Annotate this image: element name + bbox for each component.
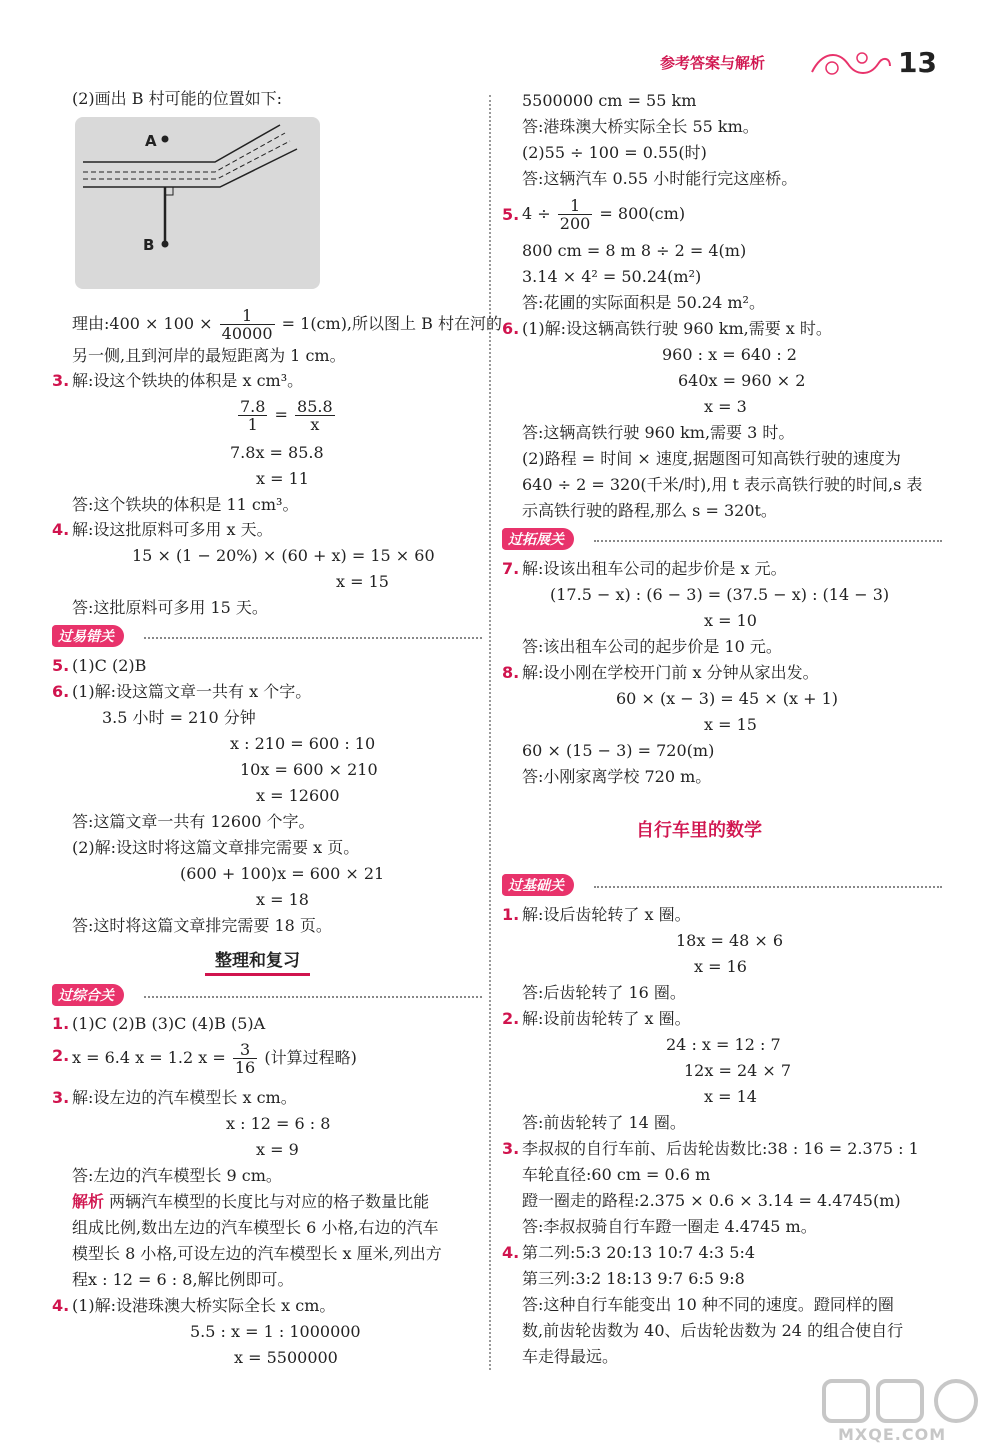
page-header [660, 46, 980, 86]
text-line: x = 14 [704, 1087, 757, 1106]
equation-line: 4 ÷ $\frac{1}{200}$ = 800(cm) [522, 196, 686, 233]
answer-line: x = 6.4 x = 1.2 x = $\frac{3}{16}$ (计算过程略) [72, 1040, 357, 1077]
section-title: 整理和复习 [205, 946, 310, 976]
text-line: (17.5 − x) : (6 − 3) = (37.5 − x) : (14 − 3) [550, 585, 890, 604]
question-number: 4. [52, 520, 70, 539]
text-line: x = 15 [336, 572, 389, 591]
text-line: 解:设小刚在学校开门前 x 分钟从家出发。 [522, 663, 819, 682]
text-line: 10x = 600 × 210 [240, 760, 378, 779]
text-line: 模型长 8 小格,可设左边的汽车模型长 x 厘米,列出方 [72, 1244, 442, 1263]
text-line: (2)解:设这时将这篇文章排完需要 x 页。 [72, 838, 360, 857]
text-line: 960 : x = 640 : 2 [662, 345, 797, 364]
text-line: 答:该出租车公司的起步价是 10 元。 [522, 637, 782, 656]
text-line: 第三列:3:2 18:13 9:7 6:5 9:8 [522, 1269, 745, 1288]
question-number: 4. [502, 1243, 520, 1262]
text-line: 640 ÷ 2 = 320(千米/时),用 t 表示高铁行驶的时间,s 表 [522, 475, 923, 494]
question-number: 1. [52, 1014, 70, 1033]
watermark-logo-icon [818, 1375, 988, 1425]
text-line: 640x = 960 × 2 [678, 371, 806, 390]
question-number: 8. [502, 663, 520, 682]
text-line: 解:设这批原料可多用 x 天。 [72, 520, 273, 539]
text-line: x = 10 [704, 611, 757, 630]
text-line: 答:后齿轮转了 16 圈。 [522, 983, 686, 1002]
text-line: (1)C (2)B (3)C (4)B (5)A [72, 1014, 266, 1033]
text-line: 答:港珠澳大桥实际全长 55 km。 [522, 117, 759, 136]
reason-line: 理由:400 × 100 × $\frac{1}{40000}$ = 1(cm),所以图上 B 村在河的 [72, 306, 502, 343]
text-line: 解:设前齿轮转了 x 圈。 [522, 1009, 691, 1028]
section-badge: 过拓展关 [502, 528, 942, 550]
header-title: 参考答案与解析 [660, 54, 766, 72]
text-line: x : 12 = 6 : 8 [226, 1114, 331, 1133]
question-number: 4. [52, 1296, 70, 1315]
river-diagram [75, 117, 320, 289]
text-line: x = 18 [256, 890, 309, 909]
swirl-decoration-icon [808, 46, 893, 80]
text-line: 12x = 24 × 7 [684, 1061, 792, 1080]
column-divider [489, 95, 491, 1370]
text-line: 答:这时将这篇文章排完需要 18 页。 [72, 916, 332, 935]
text-line: x : 210 = 600 : 10 [230, 734, 376, 753]
text-line: 车轮直径:60 cm = 0.6 m [522, 1165, 711, 1184]
text-line: 答:这批原料可多用 15 天。 [72, 598, 268, 617]
question-number: 5. [52, 656, 70, 675]
text-line: x = 15 [704, 715, 757, 734]
text-line: 答:小刚家离学校 720 m。 [522, 767, 712, 786]
text-line: 5.5 : x = 1 : 1000000 [190, 1322, 361, 1341]
text-line: 第二列:5:3 20:13 10:7 4:3 5:4 [522, 1243, 756, 1262]
text-line: 组成比例,数出左边的汽车模型长 6 小格,右边的汽车 [72, 1218, 439, 1237]
text-line: 示高铁行驶的路程,那么 s = 320t。 [522, 501, 777, 520]
text-line: (2)路程 = 时间 × 速度,据题图可知高铁行驶的速度为 [522, 449, 901, 468]
question-number: 3. [52, 1088, 70, 1107]
section-badge: 过易错关 [52, 625, 482, 647]
text-line: (1)解:设这辆高铁行驶 960 km,需要 x 时。 [522, 319, 832, 338]
question-number: 7. [502, 559, 520, 578]
text-line: (2)55 ÷ 100 = 0.55(时) [522, 143, 707, 162]
text-line: 15 × (1 − 20%) × (60 + x) = 15 × 60 [132, 546, 435, 565]
text-line: (1)解:设港珠澳大桥实际全长 x cm。 [72, 1296, 336, 1315]
river-figure [75, 117, 320, 289]
section-badge: 过基础关 [502, 874, 942, 896]
question-number: 3. [502, 1139, 520, 1158]
text-line: 18x = 48 × 6 [676, 931, 784, 950]
page-number: 13 [898, 46, 937, 79]
point-b-label: B [143, 236, 155, 254]
text-line: 数,前齿轮齿数为 40、后齿轮齿数为 24 的组合使自行 [522, 1321, 904, 1340]
text-line: 7.8x = 85.8 [230, 443, 324, 462]
text-line: 蹬一圈走的路程:2.375 × 0.6 × 3.14 = 4.4745(m) [522, 1191, 901, 1210]
question-number: 5. [502, 205, 520, 224]
text-line: 解:设这个铁块的体积是 x cm³。 [72, 371, 304, 390]
text-line: 60 × (15 − 3) = 720(m) [522, 741, 715, 760]
watermark [818, 1375, 988, 1445]
watermark-text: MXQE.COM [838, 1425, 947, 1444]
text-line: 解:设该出租车公司的起步价是 x 元。 [522, 559, 787, 578]
point-a-label: A [145, 132, 157, 150]
text-line: 800 cm = 8 m 8 ÷ 2 = 4(m) [522, 241, 747, 260]
text-line: x = 3 [704, 397, 747, 416]
text-line: 答:这个铁块的体积是 11 cm³。 [72, 495, 299, 514]
text-line: 李叔叔的自行车前、后齿轮齿数比:38 : 16 = 2.375 : 1 [522, 1139, 919, 1158]
analysis-label: 解析 [72, 1192, 105, 1211]
text-line: (600 + 100)x = 600 × 21 [180, 864, 385, 883]
text-line: 答:花圃的实际面积是 50.24 m²。 [522, 293, 765, 312]
question-number: 2. [502, 1009, 520, 1028]
question-number: 1. [502, 905, 520, 924]
text-line: 车走得最远。 [522, 1347, 619, 1366]
text-line: x = 9 [256, 1140, 299, 1159]
text-line: 另一侧,且到河岸的最短距离为 1 cm。 [72, 346, 346, 365]
question-number: 6. [52, 682, 70, 701]
section-badge: 过综合关 [52, 984, 482, 1006]
text-line: (1)C (2)B [72, 656, 147, 675]
text-line: 答:前齿轮转了 14 圈。 [522, 1113, 686, 1132]
text-line: 解:设左边的汽车模型长 x cm。 [72, 1088, 297, 1107]
text-line: (1)解:设这篇文章一共有 x 个字。 [72, 682, 312, 701]
question-number: 3. [52, 371, 70, 390]
question-number: 6. [502, 319, 520, 338]
text-line: 答:这篇文章一共有 12600 个字。 [72, 812, 315, 831]
text-line: 答:这辆汽车 0.55 小时能行完这座桥。 [522, 169, 798, 188]
text-line: 答:李叔叔骑自行车蹬一圈走 4.4745 m。 [522, 1217, 817, 1236]
fraction: $\frac{1}{40000}$ [221, 306, 273, 343]
text-line: (2)画出 B 村可能的位置如下: [72, 89, 282, 108]
text-line: x = 16 [694, 957, 747, 976]
text-line: 答:这辆高铁行驶 960 km,需要 3 时。 [522, 423, 795, 442]
analysis-line: 解析 两辆汽车模型的长度比与对应的格子数量比能 [72, 1192, 430, 1211]
question-number: 2. [52, 1046, 70, 1065]
text-line: 60 × (x − 3) = 45 × (x + 1) [616, 689, 838, 708]
section-title: 自行车里的数学 [636, 820, 762, 841]
text-line: 答:这种自行车能变出 10 种不同的速度。蹬同样的圈 [522, 1295, 894, 1314]
text-line: 3.5 小时 = 210 分钟 [102, 708, 256, 727]
proportion-line: $\frac{7.8}{1}$ = $\frac{85.8}{x}$ [240, 397, 333, 434]
text-line: x = 11 [256, 469, 309, 488]
text-line: 答:左边的汽车模型长 9 cm。 [72, 1166, 282, 1185]
text-line: x = 12600 [256, 786, 340, 805]
text-line: 24 : x = 12 : 7 [666, 1035, 781, 1054]
text-line: 3.14 × 4² = 50.24(m²) [522, 267, 702, 286]
text-line: x = 5500000 [234, 1348, 338, 1367]
text-line: 解:设后齿轮转了 x 圈。 [522, 905, 691, 924]
text-line: 5500000 cm = 55 km [522, 91, 697, 110]
text-line: 程x : 12 = 6 : 8,解比例即可。 [72, 1270, 294, 1289]
